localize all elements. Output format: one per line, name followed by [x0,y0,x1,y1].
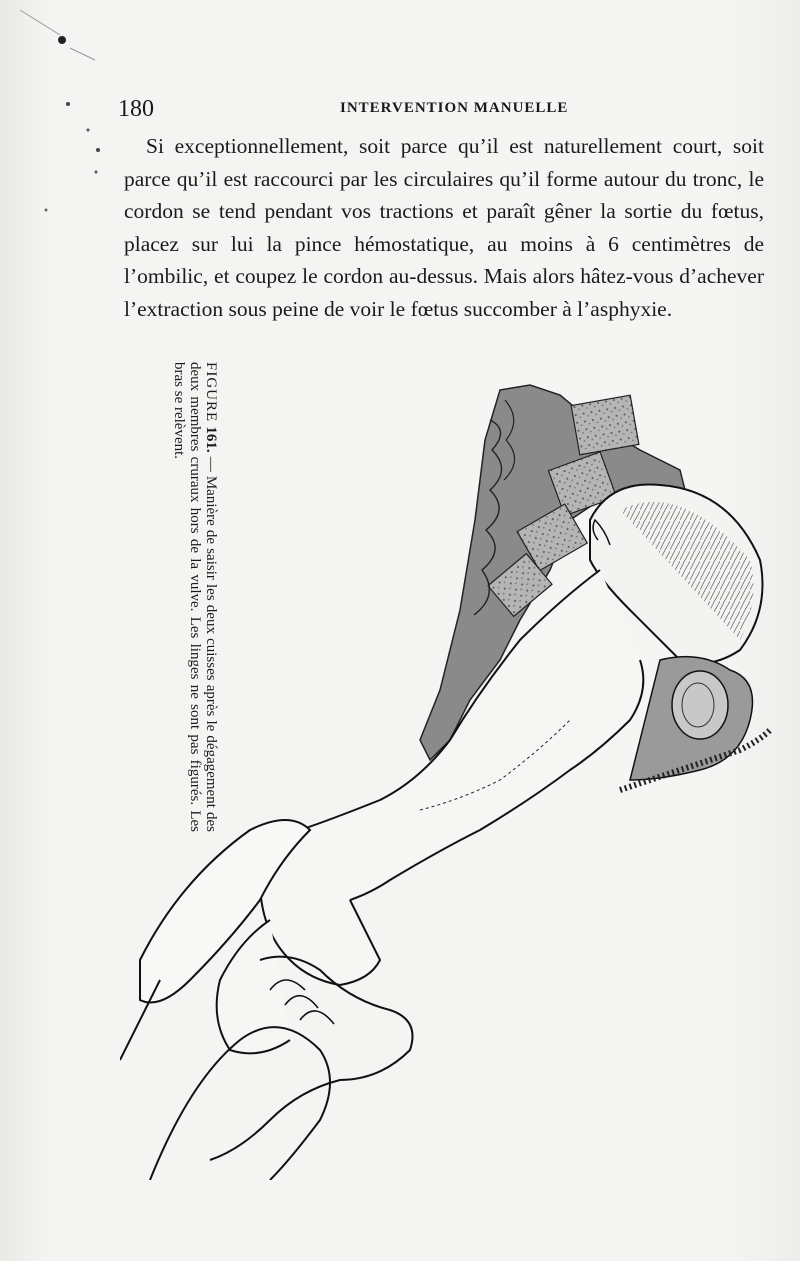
anatomical-illustration [120,360,780,1180]
page-number: 180 [118,96,154,122]
margin-marks [0,0,130,300]
figure-caption-text: — Manière de saisir les deux cuisses après le dégagement des deux membres cruraux hors de la vulve. Les linges ne sont pas figurés. Les bras se relèvent. [171,362,219,833]
paragraph: Si exceptionnellement, soit parce qu’il est naturellement court, soit parce qu’il est raccourci par les circulaires qu’il forme autour du tronc, le cordon se tend pendant vos tractions et paraît gêner la sortie du fœtus, placez sur lui la pince hémostatique, au moins à 6 centimètres de l’ombilic, et coupez le cordon au-dessus. Mais alors hâtez-vous d’achever l’extraction sous peine de voir le fœtus succomber à l’asphyxie. [124,134,764,321]
body-text [124,130,764,325]
page-header [110,96,762,124]
figure-label: FIGURE [203,362,219,423]
running-title: INTERVENTION MANUELLE [340,100,569,116]
figure-number: 161. [203,426,219,453]
